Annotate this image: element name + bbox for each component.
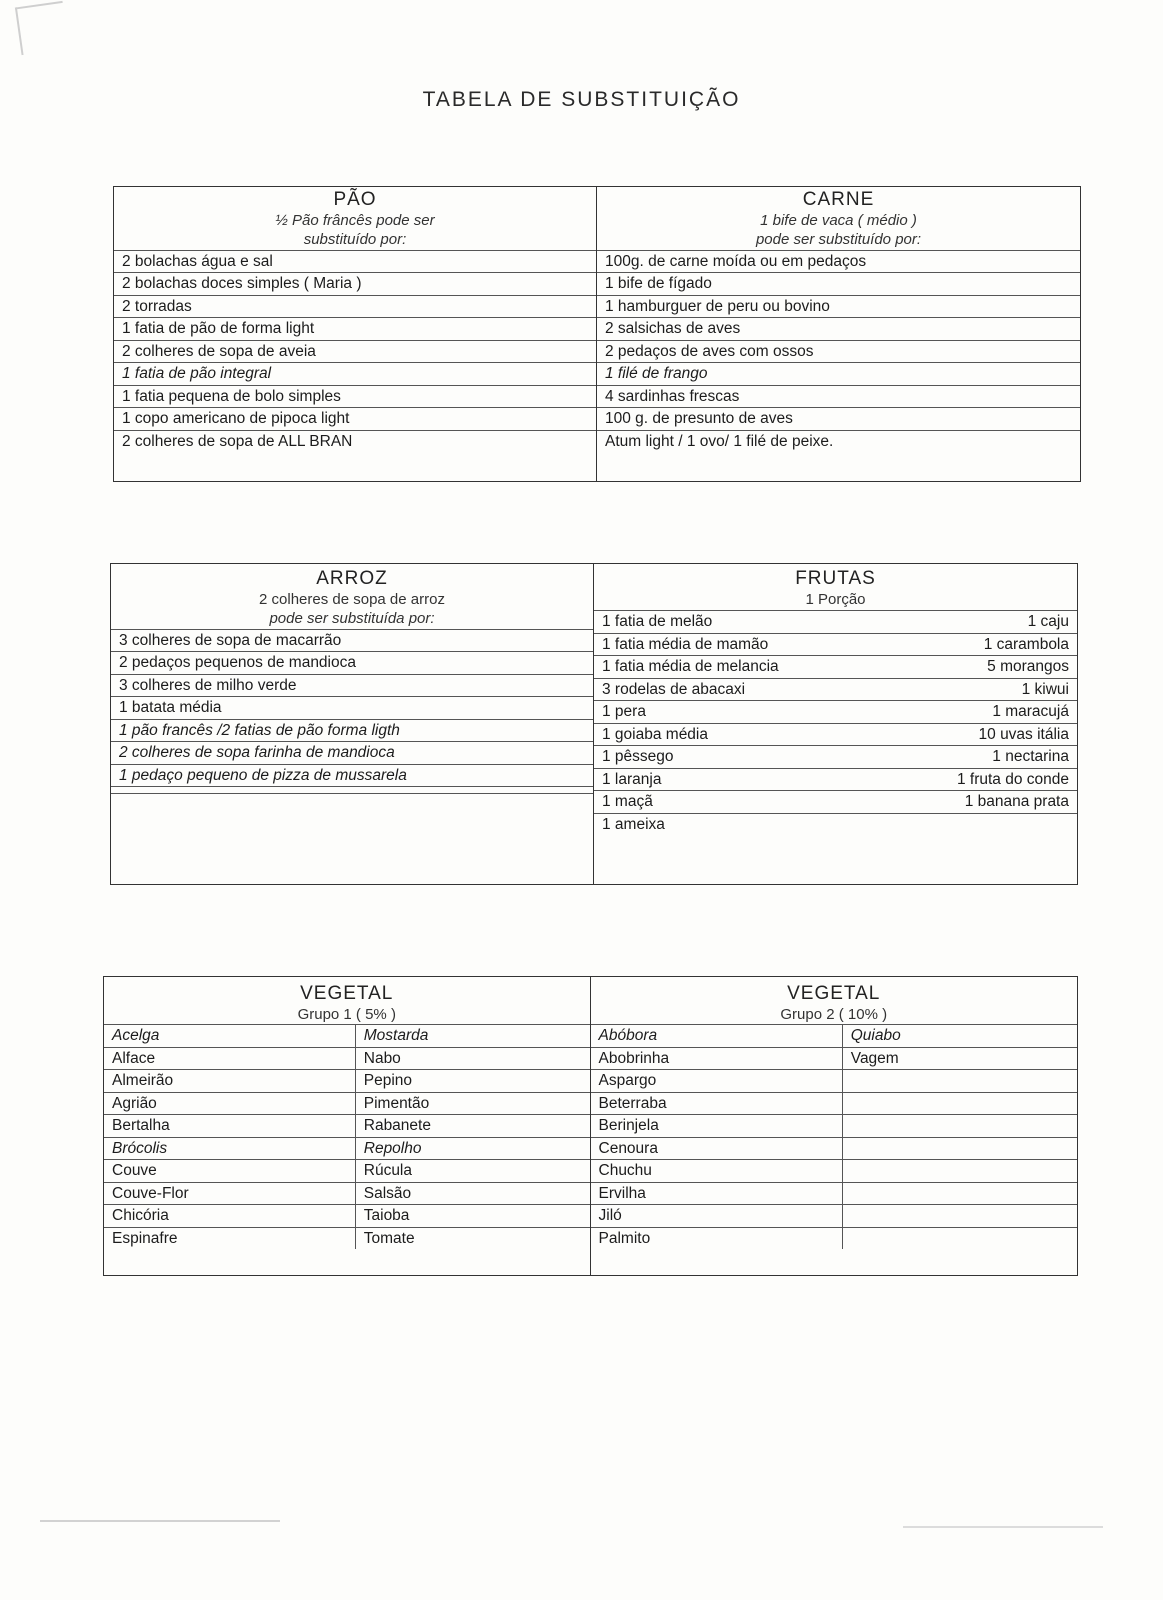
- table-column-vegetal-grupo1: [104, 977, 591, 1275]
- vegetal-left: Chuchu: [591, 1160, 843, 1182]
- fruit-right: 10 uvas itália: [978, 725, 1069, 743]
- fruit-right: 1 caju: [1027, 613, 1069, 631]
- vegetal-left: Chicória: [104, 1205, 356, 1227]
- table-row: 1 fatia de pão integral: [114, 362, 596, 385]
- vegetal-right: [843, 1183, 1077, 1205]
- table-row: [111, 786, 593, 793]
- vegetal-left: Abobrinha: [591, 1048, 843, 1070]
- table-row: 1 filé de frango: [597, 362, 1080, 385]
- table-row: [594, 633, 1077, 656]
- vegetal-right: [843, 1228, 1077, 1250]
- fruit-right: 1 maracujá: [992, 703, 1069, 721]
- table-column-frutas: [594, 564, 1077, 884]
- table-row: 100g. de carne moída ou em pedaços: [597, 250, 1080, 273]
- fruit-right: 1 carambola: [983, 635, 1069, 653]
- table-row: [104, 1182, 590, 1205]
- table-row: 2 colheres de sopa de aveia: [114, 340, 596, 363]
- fruit-left: 1 fatia média de melancia: [602, 658, 779, 676]
- fruit-left: 1 pêssego: [602, 748, 674, 766]
- table-row: [591, 1182, 1078, 1205]
- fruit-right: 1 nectarina: [992, 748, 1069, 766]
- vegetal-left: Cenoura: [591, 1138, 843, 1160]
- fruit-left: 1 laranja: [602, 770, 662, 788]
- vegetal-right: Pimentão: [363, 1094, 430, 1112]
- table-row: [104, 1047, 590, 1070]
- table-row: 1 pão francês /2 fatias de pão forma ligth: [111, 719, 593, 742]
- table-row: 2 colheres de sopa de ALL BRAN: [114, 430, 596, 453]
- table-column-vegetal-grupo2: [591, 977, 1078, 1275]
- column-subheader-arroz-line1: 2 colheres de sopa de arroz: [259, 591, 445, 608]
- scan-artifact-left: [40, 1520, 280, 1522]
- column-header-vegetal-1: VEGETAL: [300, 983, 394, 1004]
- table-row: 3 colheres de milho verde: [111, 674, 593, 697]
- vegetal-left: Abóbora: [591, 1025, 843, 1047]
- rows-vegetal-1: [104, 1024, 590, 1275]
- table-row: 2 pedaços pequenos de mandioca: [111, 651, 593, 674]
- vegetal-left: Bertalha: [104, 1115, 356, 1137]
- table-row: 2 colheres de sopa farinha de mandioca: [111, 741, 593, 764]
- column-subheader-carne-line1: 1 bife de vaca ( médio ): [760, 212, 917, 229]
- table-row: 1 bife de fígado: [597, 272, 1080, 295]
- page-corner-fold: [15, 1, 69, 55]
- table-row: [594, 813, 1077, 836]
- fruit-right: [853, 814, 1077, 836]
- table-column-arroz: [111, 564, 594, 884]
- vegetal-left: Jiló: [591, 1205, 843, 1227]
- column-subheader-vegetal-2: Grupo 2 ( 10% ): [780, 1006, 888, 1023]
- table-row: [594, 790, 1077, 813]
- vegetal-left: Agrião: [104, 1093, 356, 1115]
- table-row: [594, 768, 1077, 791]
- table-row: [591, 1204, 1078, 1227]
- table-row: 2 pedaços de aves com ossos: [597, 340, 1080, 363]
- table-row: [594, 655, 1077, 678]
- column-header-arroz: ARROZ: [316, 568, 388, 589]
- table-row: 2 bolachas doces simples ( Maria ): [114, 272, 596, 295]
- vegetal-left: Aspargo: [591, 1070, 843, 1092]
- table-row: [591, 1114, 1078, 1137]
- table-row: [591, 1137, 1078, 1160]
- rows-carne: [597, 250, 1080, 481]
- table-row: [104, 1114, 590, 1137]
- table-row: Atum light / 1 ovo/ 1 filé de peixe.: [597, 430, 1080, 453]
- scan-artifact-right: [903, 1526, 1103, 1528]
- table-row: 1 pedaço pequeno de pizza de mussarela: [111, 764, 593, 787]
- table-row: 1 batata média: [111, 696, 593, 719]
- fruit-right: 1 banana prata: [964, 793, 1069, 811]
- vegetal-left: Couve: [104, 1160, 356, 1182]
- column-subheader-vegetal-1: Grupo 1 ( 5% ): [297, 1006, 396, 1023]
- table-row: [591, 1024, 1078, 1047]
- rows-arroz: [111, 629, 593, 884]
- rows-frutas: [594, 610, 1077, 884]
- table-row: 1 fatia pequena de bolo simples: [114, 385, 596, 408]
- fruit-left: 1 fatia de melão: [602, 613, 713, 631]
- fruit-right: 1 fruta do conde: [956, 770, 1069, 788]
- table-row: [591, 1047, 1078, 1070]
- vegetal-right: [843, 1205, 1077, 1227]
- vegetal-right: Tomate: [363, 1229, 415, 1247]
- vegetal-left: Beterraba: [591, 1093, 843, 1115]
- vegetal-right: Rúcula: [363, 1162, 412, 1180]
- vegetal-left: Brócolis: [104, 1138, 356, 1160]
- table-row: [111, 793, 593, 800]
- table-row: 2 torradas: [114, 295, 596, 318]
- fruit-left: 1 ameixa: [602, 815, 665, 833]
- fruit-left: 3 rodelas de abacaxi: [602, 680, 746, 698]
- vegetal-right: Rabanete: [363, 1117, 431, 1135]
- vegetal-left: Acelga: [104, 1025, 356, 1047]
- column-subheader-arroz-line2: pode ser substituída por:: [269, 610, 435, 628]
- table-row: [594, 723, 1077, 746]
- table-row: [594, 610, 1077, 633]
- vegetal-right: [843, 1138, 1077, 1160]
- vegetal-right: Vagem: [850, 1049, 899, 1067]
- table-row: [591, 1069, 1078, 1092]
- table-pao-carne: [113, 186, 1081, 482]
- column-header-vegetal-2: VEGETAL: [787, 983, 881, 1004]
- table-row: [104, 1227, 590, 1250]
- vegetal-left: Espinafre: [104, 1228, 356, 1250]
- vegetal-right: Repolho: [363, 1139, 422, 1157]
- vegetal-right: [843, 1070, 1077, 1092]
- table-row: [104, 1092, 590, 1115]
- table-row: [594, 678, 1077, 701]
- column-subheader-carne-line2: pode ser substituído por:: [755, 231, 922, 249]
- vegetal-left: Berinjela: [591, 1115, 843, 1137]
- table-row: 4 sardinhas frescas: [597, 385, 1080, 408]
- table-arroz-frutas: [110, 563, 1078, 885]
- table-row: 100 g. de presunto de aves: [597, 407, 1080, 430]
- vegetal-right: [843, 1160, 1077, 1182]
- fruit-left: 1 goiaba média: [602, 725, 708, 743]
- rows-pao: [114, 250, 596, 481]
- vegetal-right: [843, 1115, 1077, 1137]
- table-row: 1 hamburguer de peru ou bovino: [597, 295, 1080, 318]
- column-header-pao: PÃO: [333, 189, 377, 210]
- vegetal-right: Salsão: [363, 1184, 412, 1202]
- vegetal-left: Almeirão: [104, 1070, 356, 1092]
- table-row: [594, 700, 1077, 723]
- table-row: [594, 745, 1077, 768]
- vegetal-left: Couve-Flor: [104, 1183, 356, 1205]
- table-row: [591, 1227, 1078, 1250]
- table-row: [591, 1092, 1078, 1115]
- fruit-left: 1 maçã: [602, 793, 653, 811]
- table-row: [591, 1159, 1078, 1182]
- column-subheader-pao-line2: substituído por:: [303, 231, 407, 249]
- fruit-left: 1 fatia média de mamão: [602, 635, 769, 653]
- page-title: TABELA DE SUBSTITUIÇÃO: [422, 88, 741, 111]
- vegetal-right: Taioba: [363, 1207, 410, 1225]
- table-row: 1 fatia de pão de forma light: [114, 317, 596, 340]
- vegetal-left: Ervilha: [591, 1183, 843, 1205]
- column-header-frutas: FRUTAS: [795, 568, 876, 589]
- table-row: [104, 1159, 590, 1182]
- vegetal-left: Alface: [104, 1048, 356, 1070]
- table-row: [104, 1137, 590, 1160]
- table-row: [104, 1024, 590, 1047]
- vegetal-right: Pepino: [363, 1072, 413, 1090]
- vegetal-left: Palmito: [591, 1228, 843, 1250]
- table-row: [104, 1204, 590, 1227]
- vegetal-right: Mostarda: [363, 1027, 429, 1045]
- column-header-carne: CARNE: [802, 189, 875, 210]
- table-row: 2 bolachas água e sal: [114, 250, 596, 273]
- table-column-carne: [597, 187, 1080, 481]
- column-subheader-frutas-line1: 1 Porção: [805, 591, 866, 608]
- column-subheader-pao-line1: ½ Pão frâncês pode ser: [275, 212, 435, 229]
- vegetal-right: [843, 1093, 1077, 1115]
- fruit-right: 5 morangos: [987, 658, 1069, 676]
- table-column-pao: [114, 187, 597, 481]
- table-row: [104, 1069, 590, 1092]
- table-row: 3 colheres de sopa de macarrão: [111, 629, 593, 652]
- table-vegetais: [103, 976, 1078, 1276]
- rows-vegetal-2: [591, 1024, 1078, 1275]
- fruit-right: 1 kiwui: [1021, 680, 1069, 698]
- vegetal-right: Nabo: [363, 1049, 401, 1067]
- table-row: 2 salsichas de aves: [597, 317, 1080, 340]
- table-row: 1 copo americano de pipoca light: [114, 407, 596, 430]
- vegetal-right: Quiabo: [850, 1027, 901, 1045]
- fruit-left: 1 pera: [602, 703, 646, 721]
